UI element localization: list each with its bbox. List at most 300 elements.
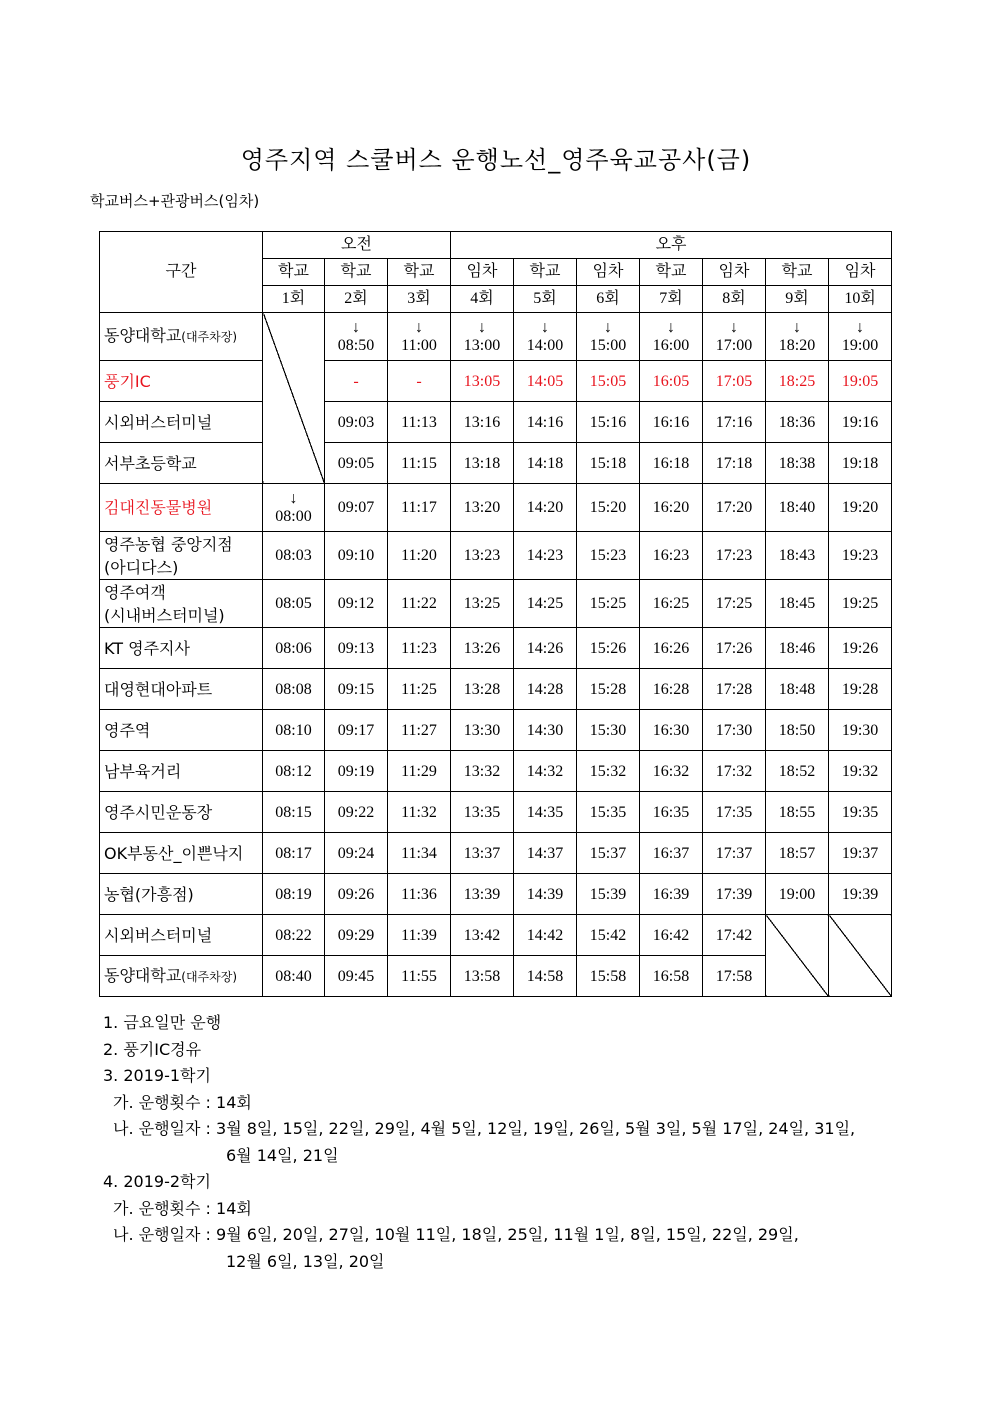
- time-value: 15:35: [589, 803, 627, 821]
- stop-name: [100, 710, 263, 751]
- stop-name-text: 서부초등학교: [104, 453, 197, 473]
- time-value: 09:17: [337, 721, 375, 739]
- stop-name: [100, 402, 263, 443]
- time-cell: [766, 580, 829, 628]
- time-cell: [325, 484, 388, 532]
- time-value: 19:26: [841, 639, 879, 657]
- stop-name: [100, 361, 263, 402]
- time-cell: [766, 484, 829, 532]
- time-value: 17:00: [715, 337, 753, 354]
- time-value: 19:00: [841, 337, 879, 354]
- time-value: 08:19: [275, 885, 312, 903]
- time-cell: [640, 402, 703, 443]
- table-row: [100, 792, 892, 833]
- time-value: 09:13: [337, 639, 375, 657]
- time-cell: [263, 484, 325, 532]
- time-value: 11:27: [401, 721, 437, 739]
- page-subtitle: 학교버스+관광버스(임차): [90, 192, 260, 210]
- time-value: -: [416, 372, 422, 390]
- time-cell: [766, 313, 829, 361]
- time-cell: [388, 361, 451, 402]
- time-value: 18:36: [778, 413, 816, 431]
- time-value: 15:18: [589, 454, 627, 472]
- time-cell: [829, 402, 892, 443]
- time-cell: [766, 361, 829, 402]
- time-cell: [829, 833, 892, 874]
- time-value: 09:22: [337, 803, 375, 821]
- time-cell: [451, 402, 514, 443]
- no-service-cell: [263, 313, 325, 484]
- time-value: 08:06: [275, 639, 312, 657]
- stop-name: [100, 833, 263, 874]
- time-value: 08:12: [275, 762, 312, 780]
- stop-name-text: OK부동산_이쁜낙지: [104, 843, 244, 863]
- time-cell: [703, 669, 766, 710]
- time-value: 15:05: [589, 372, 627, 390]
- time-cell: [577, 580, 640, 628]
- table-row: [100, 443, 892, 484]
- time-value: 17:18: [715, 454, 753, 472]
- time-value: 19:25: [841, 595, 879, 612]
- time-cell: [514, 669, 577, 710]
- time-value: 09:05: [337, 454, 375, 472]
- time-cell: [577, 313, 640, 361]
- run-number-4: 4회: [451, 286, 514, 313]
- time-value: 09:19: [337, 762, 375, 780]
- time-value: 17:26: [715, 639, 753, 657]
- time-cell: [325, 710, 388, 751]
- time-cell: [577, 956, 640, 997]
- time-value: 15:58: [589, 967, 627, 985]
- time-value: 18:38: [778, 454, 816, 472]
- time-value: 14:30: [526, 721, 564, 739]
- bus-type-10: 임차: [829, 259, 892, 286]
- down-arrow-icon: ↓: [289, 490, 298, 507]
- time-value: 19:16: [841, 413, 879, 431]
- time-cell: [325, 751, 388, 792]
- time-value: 16:58: [652, 967, 690, 985]
- run-number-10: 10회: [829, 286, 892, 313]
- time-value: 08:15: [275, 803, 312, 821]
- time-cell: [451, 874, 514, 915]
- table-row: [100, 484, 892, 532]
- time-cell: [514, 792, 577, 833]
- time-cell: [577, 484, 640, 532]
- time-cell: [514, 443, 577, 484]
- time-cell: [388, 710, 451, 751]
- time-cell: [451, 669, 514, 710]
- time-value: 11:55: [401, 967, 437, 985]
- time-cell: [451, 956, 514, 997]
- time-cell: [640, 628, 703, 669]
- time-value: 15:23: [589, 547, 627, 564]
- time-cell: [388, 628, 451, 669]
- time-value: 13:18: [463, 454, 501, 472]
- bus-type-7: 학교: [640, 259, 703, 286]
- note-4: 4. 2019-2학기: [103, 1172, 211, 1191]
- time-value: 16:23: [652, 547, 690, 564]
- time-cell: [703, 833, 766, 874]
- time-cell: [388, 669, 451, 710]
- down-arrow-icon: ↓: [730, 319, 738, 336]
- time-cell: [766, 874, 829, 915]
- note-3b-cont: 6월 14일, 21일: [226, 1145, 339, 1165]
- time-cell: [325, 402, 388, 443]
- note-4b: 나. 운행일자 : 9월 6일, 20일, 27일, 10월 11일, 18일, 25일, 11월 1일, 8일, 15일, 22일, 29일,: [113, 1225, 799, 1244]
- time-cell: [325, 443, 388, 484]
- time-value: 18:40: [778, 499, 816, 516]
- time-cell: [640, 874, 703, 915]
- time-value: 19:23: [841, 547, 879, 564]
- time-cell: [766, 669, 829, 710]
- note-3a: 가. 운행횟수 : 14회: [113, 1092, 252, 1112]
- time-value: 17:58: [715, 967, 753, 985]
- time-cell: [514, 580, 577, 628]
- time-value: 16:30: [652, 721, 690, 739]
- run-number-6: 6회: [577, 286, 640, 313]
- time-cell: [325, 628, 388, 669]
- time-cell: [325, 532, 388, 580]
- time-value: 15:39: [589, 885, 627, 903]
- time-value: 15:25: [589, 595, 627, 612]
- run-number-1: 1회: [263, 286, 325, 313]
- time-value: 13:39: [463, 885, 501, 903]
- time-cell: [640, 710, 703, 751]
- time-cell: [325, 833, 388, 874]
- time-cell: [263, 628, 325, 669]
- time-value: 14:00: [526, 337, 564, 354]
- time-value: 16:18: [652, 454, 690, 472]
- time-cell: [766, 443, 829, 484]
- down-arrow-icon: ↓: [793, 319, 801, 336]
- stop-name: [100, 532, 263, 580]
- table-row: [100, 313, 892, 361]
- time-cell: [388, 402, 451, 443]
- time-value: 09:12: [337, 595, 375, 612]
- time-cell: [451, 580, 514, 628]
- time-value: 16:35: [652, 803, 690, 821]
- time-cell: [388, 484, 451, 532]
- stop-name: [100, 628, 263, 669]
- time-cell: [388, 751, 451, 792]
- time-cell: [829, 710, 892, 751]
- time-cell: [263, 580, 325, 628]
- time-cell: [640, 956, 703, 997]
- time-value: 19:37: [841, 844, 879, 862]
- time-cell: [263, 792, 325, 833]
- stop-name-line1: 영주농협 중앙지점: [104, 534, 233, 554]
- time-value: 19:28: [841, 680, 879, 698]
- time-cell: [388, 915, 451, 956]
- time-cell: [388, 833, 451, 874]
- time-value: 11:15: [401, 454, 437, 472]
- time-cell: [388, 532, 451, 580]
- down-arrow-icon: ↓: [604, 319, 612, 336]
- time-cell: [514, 833, 577, 874]
- time-value: 13:23: [463, 547, 501, 564]
- time-value: 16:37: [652, 844, 690, 862]
- time-value: 16:05: [652, 372, 690, 390]
- time-value: 08:10: [275, 721, 312, 739]
- note-3: 3. 2019-1학기: [103, 1066, 211, 1085]
- time-value: 08:17: [275, 844, 312, 862]
- down-arrow-icon: ↓: [541, 319, 549, 336]
- time-cell: [829, 361, 892, 402]
- time-cell: [703, 874, 766, 915]
- stop-name: [100, 484, 263, 532]
- time-cell: [514, 361, 577, 402]
- time-value: 14:39: [526, 885, 564, 903]
- down-arrow-icon: ↓: [856, 319, 865, 336]
- time-cell: [829, 313, 892, 361]
- time-value: 14:42: [526, 926, 564, 944]
- time-cell: [703, 792, 766, 833]
- run-number-5: 5회: [514, 286, 577, 313]
- time-value: 14:20: [526, 499, 564, 516]
- time-value: 11:22: [401, 595, 437, 612]
- time-cell: [514, 402, 577, 443]
- time-value: 13:00: [463, 337, 501, 354]
- time-value: 15:42: [589, 926, 627, 944]
- time-value: 18:52: [778, 762, 816, 780]
- run-number-2: 2회: [325, 286, 388, 313]
- stop-name-text: 대영현대아파트: [104, 679, 213, 699]
- table-row: [100, 915, 892, 956]
- time-value: 13:05: [463, 372, 501, 390]
- time-cell: [577, 532, 640, 580]
- stop-name-text: 풍기IC: [104, 371, 151, 391]
- time-value: 17:37: [715, 844, 753, 862]
- time-value: 13:58: [463, 967, 501, 985]
- time-value: 19:30: [841, 721, 879, 739]
- stop-name: [100, 669, 263, 710]
- time-cell: [451, 915, 514, 956]
- time-value: 13:35: [463, 803, 501, 821]
- time-cell: [514, 484, 577, 532]
- time-value: 19:18: [841, 454, 879, 472]
- time-cell: [577, 792, 640, 833]
- time-value: 08:00: [275, 508, 312, 525]
- time-value: 11:32: [401, 803, 437, 821]
- bus-type-3: 학교: [388, 259, 451, 286]
- down-arrow-icon: ↓: [478, 319, 486, 336]
- time-cell: [325, 313, 388, 361]
- stop-name: [100, 874, 263, 915]
- notes: [103, 1010, 923, 1275]
- time-value: 15:16: [589, 413, 627, 431]
- time-value: 13:25: [463, 595, 501, 612]
- time-value: 08:22: [275, 926, 312, 944]
- time-cell: [577, 443, 640, 484]
- am-header: 오전: [263, 232, 451, 259]
- note-3b: 나. 운행일자 : 3월 8일, 15일, 22일, 29일, 4월 5일, 12일, 19일, 26일, 5월 3일, 5월 17일, 24일, 31일,: [113, 1119, 856, 1138]
- table-row: [100, 669, 892, 710]
- table-row: [100, 361, 892, 402]
- run-number-7: 7회: [640, 286, 703, 313]
- note-1: 1. 금요일만 운행: [103, 1013, 222, 1032]
- time-cell: [640, 361, 703, 402]
- time-cell: [388, 580, 451, 628]
- time-cell: [514, 915, 577, 956]
- time-cell: [451, 532, 514, 580]
- stop-name-text: 영주역: [104, 720, 151, 740]
- stop-note: (대주차장): [181, 969, 238, 984]
- time-cell: [829, 751, 892, 792]
- time-cell: [263, 956, 325, 997]
- time-value: 14:35: [526, 803, 564, 821]
- time-value: 15:20: [589, 499, 627, 516]
- time-cell: [766, 402, 829, 443]
- time-value: 14:23: [526, 547, 564, 564]
- time-value: 18:48: [778, 680, 816, 698]
- time-cell: [703, 956, 766, 997]
- time-value: 08:03: [275, 547, 312, 564]
- time-cell: [703, 484, 766, 532]
- time-cell: [829, 628, 892, 669]
- time-cell: [577, 874, 640, 915]
- time-value: 16:42: [652, 926, 690, 944]
- time-cell: [829, 484, 892, 532]
- table-row: [100, 628, 892, 669]
- time-cell: [325, 915, 388, 956]
- bus-type-8: 임차: [703, 259, 766, 286]
- time-value: 15:28: [589, 680, 627, 698]
- time-value: 19:05: [841, 372, 879, 390]
- time-value: 15:26: [589, 639, 627, 657]
- stop-name: [100, 915, 263, 956]
- down-arrow-icon: ↓: [352, 319, 360, 336]
- time-cell: [640, 751, 703, 792]
- time-cell: [577, 361, 640, 402]
- time-value: 11:17: [401, 499, 437, 516]
- page-title: 영주지역 스쿨버스 운행노선_영주육교공사(금): [240, 146, 752, 174]
- time-cell: [325, 580, 388, 628]
- time-value: 13:20: [463, 499, 501, 516]
- stop-name-line2: (아디다스): [104, 557, 179, 577]
- stop-name: [100, 751, 263, 792]
- time-cell: [577, 402, 640, 443]
- time-cell: [325, 956, 388, 997]
- time-cell: [263, 751, 325, 792]
- time-value: 17:20: [715, 499, 753, 516]
- bus-type-5: 학교: [514, 259, 577, 286]
- time-value: 17:32: [715, 762, 753, 780]
- time-value: 17:35: [715, 803, 753, 821]
- time-value: 08:08: [275, 680, 312, 698]
- time-value: 09:07: [337, 499, 375, 516]
- time-value: 14:32: [526, 762, 564, 780]
- time-cell: [514, 628, 577, 669]
- table-row: [100, 710, 892, 751]
- time-cell: [325, 874, 388, 915]
- time-value: 11:23: [401, 639, 437, 657]
- table-row: [100, 874, 892, 915]
- time-value: 16:28: [652, 680, 690, 698]
- time-value: 19:20: [841, 499, 879, 516]
- time-value: 09:10: [337, 547, 375, 564]
- time-value: 09:26: [337, 885, 375, 903]
- time-value: 09:24: [337, 844, 375, 862]
- time-value: 11:29: [401, 762, 437, 780]
- stop-note: (대주차장): [181, 330, 238, 344]
- time-cell: [451, 361, 514, 402]
- time-value: 11:36: [401, 885, 437, 903]
- note-2: 2. 풍기IC경유: [103, 1039, 202, 1059]
- section-header: 구간: [100, 232, 263, 313]
- time-value: 09:03: [337, 413, 375, 431]
- time-value: 13:32: [463, 762, 501, 780]
- time-cell: [766, 532, 829, 580]
- time-value: 17:23: [715, 547, 753, 564]
- time-cell: [703, 915, 766, 956]
- time-cell: [703, 443, 766, 484]
- time-cell: [640, 532, 703, 580]
- time-value: 13:37: [463, 844, 501, 862]
- time-value: 09:29: [337, 926, 375, 944]
- time-value: 17:39: [715, 885, 753, 903]
- time-value: 14:28: [526, 680, 564, 698]
- time-cell: [388, 443, 451, 484]
- time-value: 17:25: [715, 595, 753, 612]
- time-cell: [703, 580, 766, 628]
- time-value: 18:57: [778, 844, 816, 862]
- time-value: 16:20: [652, 499, 690, 516]
- time-cell: [766, 833, 829, 874]
- time-cell: [325, 361, 388, 402]
- run-number-3: 3회: [388, 286, 451, 313]
- time-value: 08:05: [275, 595, 312, 612]
- no-service-cell: [766, 915, 829, 997]
- time-value: 11:20: [401, 547, 437, 564]
- stop-name-text: 남부육거리: [104, 761, 182, 781]
- time-value: 11:00: [401, 337, 437, 354]
- time-cell: [388, 792, 451, 833]
- time-value: 16:39: [652, 885, 690, 903]
- time-cell: [577, 915, 640, 956]
- time-cell: [263, 915, 325, 956]
- time-cell: [325, 669, 388, 710]
- schedule-table: [99, 231, 892, 997]
- time-value: 11:34: [401, 844, 437, 862]
- bus-type-2: 학교: [325, 259, 388, 286]
- time-value: 14:05: [526, 372, 564, 390]
- time-value: 16:25: [652, 595, 690, 612]
- time-value: 15:30: [589, 721, 627, 739]
- time-cell: [829, 874, 892, 915]
- time-value: 18:45: [778, 595, 816, 612]
- time-cell: [451, 792, 514, 833]
- time-cell: [829, 532, 892, 580]
- time-value: -: [353, 372, 359, 390]
- time-value: 17:42: [715, 926, 753, 944]
- time-cell: [577, 628, 640, 669]
- time-cell: [766, 792, 829, 833]
- time-value: 19:32: [841, 762, 879, 780]
- stop-name-text: KT 영주지사: [104, 638, 190, 658]
- time-value: 08:50: [337, 337, 375, 354]
- time-value: 16:26: [652, 639, 690, 657]
- stop-name: [100, 956, 263, 997]
- time-cell: [577, 833, 640, 874]
- time-value: 17:28: [715, 680, 753, 698]
- table-row: [100, 833, 892, 874]
- time-value: 13:30: [463, 721, 501, 739]
- time-cell: [829, 792, 892, 833]
- time-cell: [577, 710, 640, 751]
- time-value: 19:35: [841, 803, 879, 821]
- time-cell: [451, 443, 514, 484]
- time-cell: [514, 956, 577, 997]
